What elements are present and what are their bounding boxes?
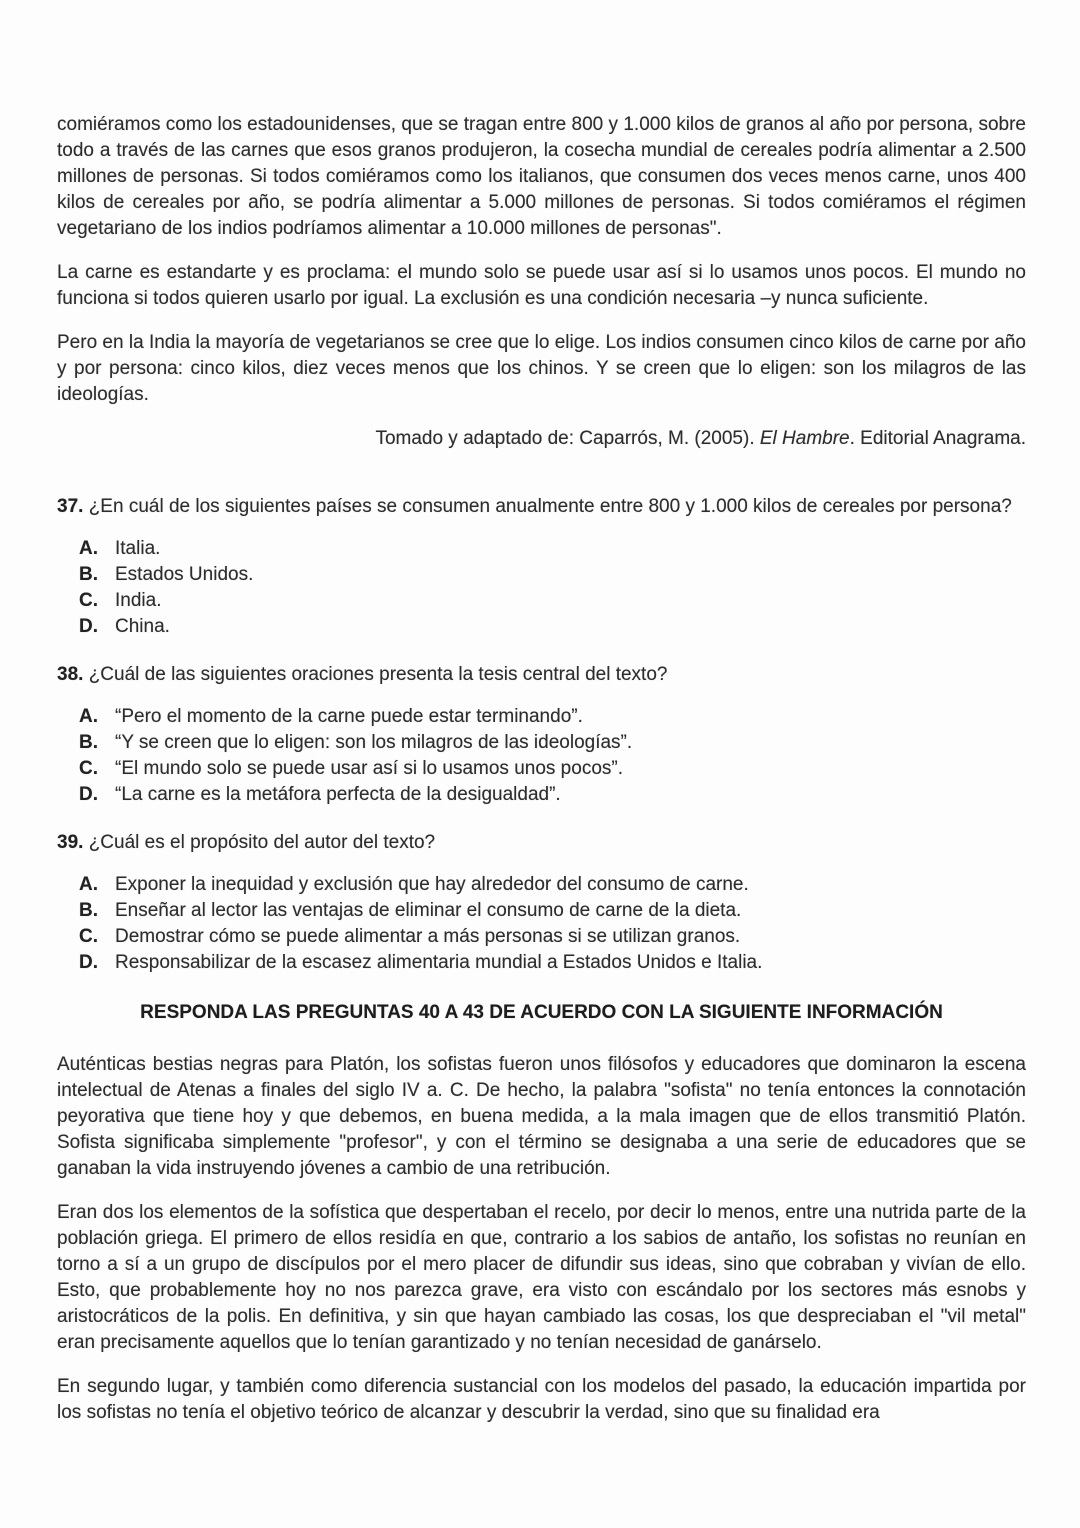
question-38 xyxy=(57,662,1026,808)
option-38-a xyxy=(57,704,1026,730)
option-38-c xyxy=(57,756,1026,782)
option-37-b-letter: B. xyxy=(79,564,98,585)
option-39-b-letter: B. xyxy=(79,900,98,921)
option-38-b xyxy=(57,730,1026,756)
attribution-suffix: . Editorial Anagrama. xyxy=(849,428,1026,449)
passage2-paragraph-1: Auténticas bestias negras para Platón, los sofistas fueron unos filósofos y educadores que dominaron la escena intelectual de Atenas a finales del siglo IV a. C. De hecho, la palabra "sofista" no tenía entonces la connotación peyorativa que tiene hoy y que debemos, en buena medida, a la mala imagen que de ellos transmitió Platón. Sofista significaba simplemente "profesor", y con el término se designaba a una serie de educadores que se ganaban la vida instruyendo jóvenes a cambio de una retribución. xyxy=(57,1054,1026,1179)
option-37-d-letter: D. xyxy=(79,616,98,637)
question-38-stem: ¿Cuál de las siguientes oraciones presenta la tesis central del texto? xyxy=(83,664,668,685)
option-37-d xyxy=(57,614,1026,640)
option-39-b-text: Enseñar al lector las ventajas de eliminar el consumo de carne de la dieta. xyxy=(115,900,742,921)
option-39-d xyxy=(57,950,1026,976)
question-39-number: 39. xyxy=(57,832,84,853)
option-37-d-text: China. xyxy=(115,616,170,637)
option-38-a-letter: A. xyxy=(79,706,98,727)
option-37-b-text: Estados Unidos. xyxy=(115,564,254,585)
question-38-text xyxy=(57,662,1026,688)
question-37-text xyxy=(57,494,1026,520)
option-39-a-text: Exponer la inequidad y exclusión que hay alrededor del consumo de carne. xyxy=(115,874,749,895)
option-38-d xyxy=(57,782,1026,808)
question-37-stem: ¿En cuál de los siguientes países se consumen anualmente entre 800 y 1.000 kilos de cereales por persona? xyxy=(83,496,1012,517)
option-37-c xyxy=(57,588,1026,614)
option-37-b xyxy=(57,562,1026,588)
section-instructions-header: RESPONDA LAS PREGUNTAS 40 A 43 DE ACUERDO CON LA SIGUIENTE INFORMACIÓN xyxy=(140,1002,943,1023)
option-37-a-letter: A. xyxy=(79,538,98,559)
option-38-d-letter: D. xyxy=(79,784,98,805)
passage1-paragraph-2: La carne es estandarte y es proclama: el mundo solo se puede usar así si lo usamos unos pocos. El mundo no funciona si todos quieren usarlo por igual. La exclusión es una condición necesaria –y nunca suficiente. xyxy=(57,262,1026,309)
passage1-paragraph-1: comiéramos como los estadounidenses, que se tragan entre 800 y 1.000 kilos de granos al año por persona, sobre todo a través de las carnes que esos granos produjeron, la cosecha mundial de cereales podría alimentar a 2.500 millones de personas. Si todos comiéramos como los italianos, que consumen dos veces menos carne, unos 400 kilos de cereales por año, se podría alimentar a 5.000 millones de personas. Si todos comiéramos el régimen vegetariano de los indios podríamos alimentar a 10.000 millones de personas". xyxy=(57,114,1026,239)
question-38-options xyxy=(57,704,1026,808)
question-39-stem: ¿Cuál es el propósito del autor del texto? xyxy=(83,832,436,853)
passage1-paragraph-3: Pero en la India la mayoría de vegetarianos se cree que lo elige. Los indios consumen cinco kilos de carne por año y por persona: cinco kilos, diez veces menos que los chinos. Y se creen que lo eligen: son los milagros de las ideologías. xyxy=(57,332,1026,405)
question-37 xyxy=(57,494,1026,640)
option-38-b-text: “Y se creen que lo eligen: son los milagros de las ideologías”. xyxy=(115,732,633,753)
attribution-prefix: Tomado y adaptado de: Caparrós, M. (2005). xyxy=(375,428,760,449)
option-37-c-text: India. xyxy=(115,590,162,611)
question-39-options xyxy=(57,872,1026,976)
option-39-d-letter: D. xyxy=(79,952,98,973)
option-39-d-text: Responsabilizar de la escasez alimentaria mundial a Estados Unidos e Italia. xyxy=(115,952,763,973)
question-38-number: 38. xyxy=(57,664,84,685)
option-39-c-text: Demostrar cómo se puede alimentar a más personas si se utilizan granos. xyxy=(115,926,741,947)
option-39-c-letter: C. xyxy=(79,926,98,947)
option-38-a-text: “Pero el momento de la carne puede estar terminando”. xyxy=(115,706,583,727)
question-39 xyxy=(57,830,1026,976)
passage2-paragraph-2: Eran dos los elementos de la sofística que despertaban el recelo, por decir lo menos, entre una nutrida parte de la población griega. El primero de ellos residía en que, contrario a los sabios de antaño, los sofistas no reunían en torno a sí a un grupo de discípulos por el mero placer de difundir sus ideas, sino que cobraban y vivían de ello. Esto, que probablemente hoy no nos parezca grave, era visto con escándalo por los sectores más esnobs y aristocráticos de la polis. En definitiva, y sin que hayan cambiado las cosas, los que despreciaban el "vil metal" eran precisamente aquellos que lo tenían garantizado y no tenían necesidad de ganárselo. xyxy=(57,1202,1026,1353)
option-37-a xyxy=(57,536,1026,562)
option-38-c-letter: C. xyxy=(79,758,98,779)
option-37-c-letter: C. xyxy=(79,590,98,611)
attribution-book-title: El Hambre xyxy=(759,428,850,449)
option-39-a-letter: A. xyxy=(79,874,98,895)
option-38-d-text: “La carne es la metáfora perfecta de la desigualdad”. xyxy=(115,784,561,805)
option-39-c xyxy=(57,924,1026,950)
option-38-c-text: “El mundo solo se puede usar así si lo usamos unos pocos”. xyxy=(115,758,623,779)
question-37-number: 37. xyxy=(57,496,84,517)
option-38-b-letter: B. xyxy=(79,732,98,753)
question-37-options xyxy=(57,536,1026,640)
option-39-b xyxy=(57,898,1026,924)
option-39-a xyxy=(57,872,1026,898)
option-37-a-text: Italia. xyxy=(115,538,161,559)
source-attribution xyxy=(57,426,1026,452)
question-39-text xyxy=(57,830,1026,856)
passage2-paragraph-3: En segundo lugar, y también como diferencia sustancial con los modelos del pasado, la educación impartida por los sofistas no tenía el objetivo teórico de alcanzar y descubrir la verdad, sino que su finalidad era xyxy=(57,1376,1026,1423)
